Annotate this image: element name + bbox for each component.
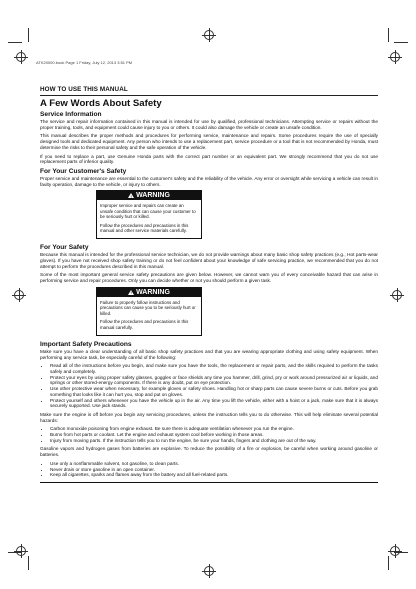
registration-mark-top-left (16, 52, 26, 62)
print-slug-line: ATK20000.book Page 1 Friday, July 12, 2013 3:51 PM (36, 60, 133, 65)
alert-triangle-icon: ! (128, 193, 134, 198)
list-item: • Keep all cigarettes, sparks and flames away from the battery and all fuel-related parts. (50, 472, 378, 478)
warning-text: Follow the procedures and precautions in this manual carefully. (100, 319, 189, 330)
registration-mark-bottom-right (390, 546, 400, 556)
section-heading-service-information: Service Information (40, 111, 102, 118)
warning-box (96, 287, 202, 336)
list-item: • Use only a nonflammable solvent, not gasoline, to clean parts. (50, 461, 378, 467)
warning-text: Follow the procedures and precautions in this manual and other service materials carefully. (100, 222, 189, 233)
list-item: • Protect yourself and others whenever you have the vehicle up in the air. Any time you lift the vehicle, either with a hoist or a jack, make sure that it is always securely supported. Use jack stands. (50, 398, 378, 409)
section-heading-safety-precautions: Important Safety Precautions (40, 340, 132, 348)
footer-rule (40, 482, 378, 483)
manual-page (40, 86, 378, 483)
paragraph: Some of the most important general service safety precautions are given below. However, we cannot warn you of every conceivable hazard that can arise in performing service and repair procedures. Only you can decide whether or not you should perform a given task. (40, 272, 378, 284)
list-item: • Carbon monoxide poisoning from engine exhaust. Be sure there is adequate ventilation whenever you run the engine. (50, 426, 378, 432)
paragraph: The service and repair information contained in this manual is intended for use by qualified, professional technicians. Attempting service or repairs without the proper training, tools, and equipment could cause injury to you or others. It could also damage the vehicle or create an unsafe condition. (40, 119, 378, 130)
warning-label: WARNING (136, 192, 170, 200)
registration-mark-top-right (390, 52, 400, 62)
paragraph: Gasoline vapors and hydrogen gases from batteries are explosive. To reduce the possibility of a fire or explosion, be careful when working around gasoline or batteries. (40, 446, 378, 458)
alert-triangle-icon: ! (128, 290, 134, 295)
paragraph: Make sure you have a clear understanding of all basic shop safety practices and that you are wearing appropriate clothing and using safety equipment. When performing any service task, be especially careful of the following: (40, 348, 378, 360)
section-heading-customer-safety: For Your Customer's Safety (40, 167, 127, 175)
paragraph: This manual describes the proper methods and procedures for performing service, maintenance and repairs. Some procedures require the use of specially designed tools and dedicated equipment. Any person who intends to use a replacement part, service procedure or a tool that is not recommended by Honda, must determine the risks to their personal safety and the safe operation of the vehicle. (40, 133, 378, 150)
list-item: • Protect your eyes by using proper safety glasses, goggles or face shields any time you hammer, drill, grind, pry or work around pressurized air or liquids, and springs or other stored-energy components. If there is any doubt, put on eye protection. (50, 375, 378, 386)
paragraph: Because this manual is intended for the professional service technician, we do not provide warnings about many basic shop safety practices (e.g., Hot parts-wear gloves). If you have not received shop safety training or do not feel confident about your knowledge of safe servicing practice, we recommended that you do not attempt to perform the procedures described in this manual. (40, 252, 378, 269)
bullet-list-precautions (40, 363, 378, 409)
registration-mark-bottom-center (204, 566, 214, 576)
list-item: • Use other protective wear when necessary, for example gloves or safety shoes. Handling hot or sharp parts can cause severe burns or cuts. Before you grab something that looks like it can hurt you, stop and put on gloves. (50, 386, 378, 397)
list-item: • Injury from moving parts. If the instruction tells you to run the engine, be sure your hands, fingers and clothing are out of the way. (50, 438, 378, 444)
registration-mark-bottom-left (16, 546, 26, 556)
warning-header (97, 288, 201, 297)
warning-header (97, 191, 201, 200)
warning-text: Failure to properly follow instructions and precautions can cause you to be seriously hurt or killed. (100, 299, 196, 316)
bullet-list-fuel (40, 461, 378, 478)
paragraph: If you need to replace a part, use Genuine Honda parts with the correct part number or an equivalent part. We strongly recommend that you do not use replacement parts of inferior quality. (40, 153, 378, 165)
paragraph: Proper service and maintenance are essential to the customer's safety and the reliability of the vehicle. Any error or oversight while servicing a vehicle can result in faulty operation, damage to the vehicle, or injury to others. (40, 175, 378, 187)
registration-mark-top-center (204, 30, 214, 40)
running-head: HOW TO USE THIS MANUAL (40, 86, 128, 93)
warning-text: Improper service and repairs can create an unsafe condition that can cause your customer to be seriously hurt or killed. (100, 203, 196, 220)
bullet-list-hazards (40, 426, 378, 443)
list-item: • Never drain or store gasoline in an open container. (50, 467, 378, 473)
list-item: • Burns from hot parts or coolant. Let the engine and exhaust system cool before working in those areas. (50, 432, 378, 438)
paragraph: Make sure the engine is off before you begin any servicing procedures, unless the instruction tells you to do otherwise. This will help eliminate several potential hazards: (40, 411, 378, 423)
registration-mark-right-middle (392, 290, 402, 300)
page-title: A Few Words About Safety (40, 98, 162, 109)
section-heading-your-safety: For Your Safety (40, 244, 89, 252)
list-item: • Read all of the instructions before you begin, and make sure you have the tools, the replacement or repair parts, and the skills required to perform the tasks safely and completely. (50, 363, 378, 374)
header-rule (40, 95, 378, 96)
registration-mark-left-middle (14, 290, 24, 300)
warning-label: WARNING (136, 288, 170, 296)
warning-box (96, 190, 202, 239)
